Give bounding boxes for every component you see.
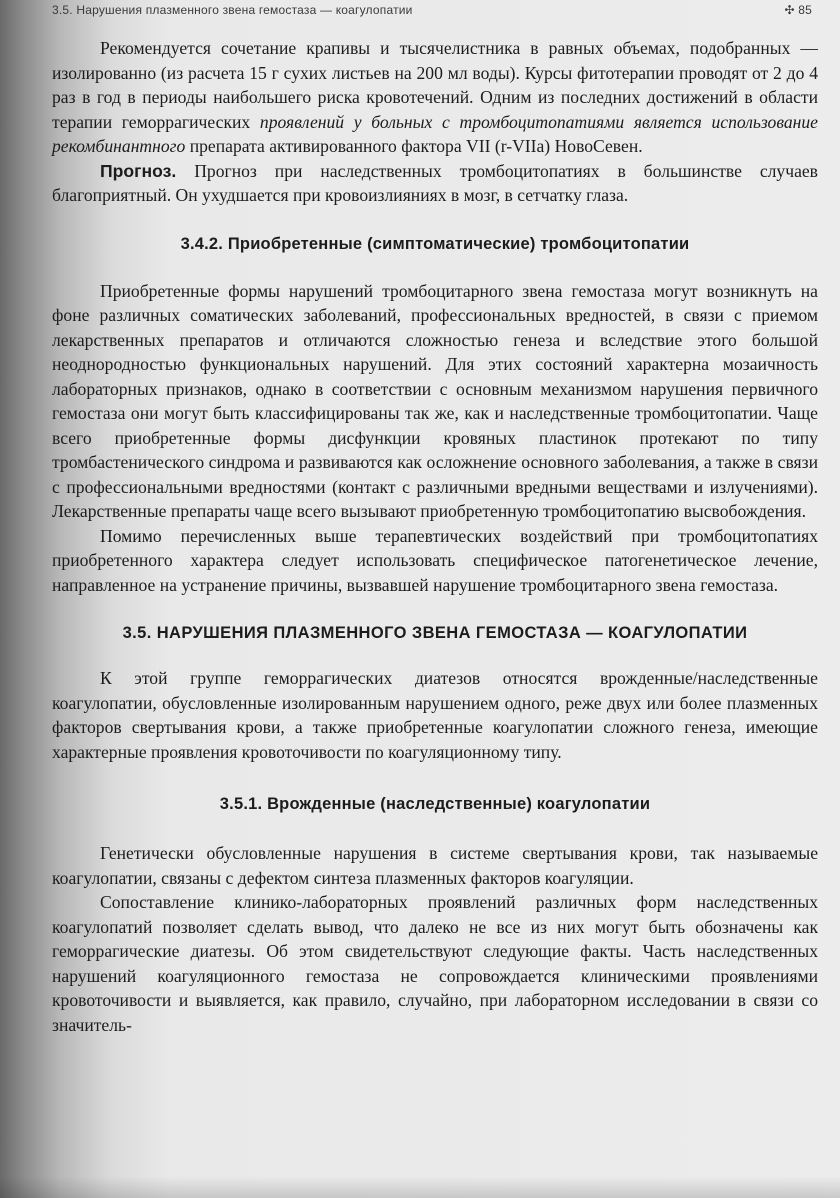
paragraph-italic-part: проявлений у больных с тромбоцитопатиями является использование рекомбинантного [52,111,818,156]
prognosis-text: Прогноз при наследственных тромбоцитопатиях в большинстве случаев благоприятный. Он ухудшается при кровоизлияниях в мозг, в сетчатку глаза. [52,160,818,205]
paragraph-coagulopathy-group: К этой группе геморрагических диатезов относятся врожденные/наследственные коагулопатии, обусловленные изолированным нарушением одного, реже двух или более плазменных факторов свертывания крови, а также приобретенные коагулопатии сложного генеза, имеющие характерные проявления кровоточивости по коагуляционному типу. [52,668,818,762]
prognosis-label: Прогноз. [100,160,177,181]
section-heading-3-5-1: 3.5.1. Врожденные (наследственные) коагулопатии [219,795,651,813]
scan-shadow [0,1176,840,1198]
page-body [52,36,818,1037]
paragraph-comparison: Сопоставление клинико-лабораторных проявлений различных форм наследственных коагулопатий позволяет сделать вывод, что далеко не все из них могут быть обозначены как геморрагические диатезы. Об этом свидетельствуют следующие факты. Часть наследственных нарушений коагуляционного гемостаза не сопровождается клиническими проявлениями кровоточивости и выявляется, как правило, случайно, при лабораторном исследовании в связи со значитель- [52,892,818,1035]
running-head-title: 3.5. Нарушения плазменного звена гемостаза — коагулопатии [52,3,413,17]
paragraph-genetic: Генетически обусловленные нарушения в системе свертывания крови, так называемые коагулопатии, связаны с дефектом синтеза плазменных факторов коагуляции. [52,843,818,888]
paragraph-acquired-forms: Приобретенные формы нарушений тромбоцитарного звена гемостаза могут возникнуть на фоне различных соматических заболеваний, профессиональных вредностей, в связи с приемом лекарственных препаратов и отличаются сложностью генеза и вследствие этого большой неоднородностью функциональных нарушений. Для этих состояний характерна мозаичность лабораторных признаков, однако в соответствии с основным механизмом нарушения первичного гемостаза они могут быть классифицированы так же, как и наследственные тромбоцитопатии. Чаще всего приобретенные формы дисфункции кровяных пластинок протекают по типу тромбастенического синдрома и развиваются как осложнение основного заболевания, а также в связи с профессиональными вредностями (контакт с различными вредными веществами и излучениями). Лекарственные препараты чаще всего вызывают приобретенную тромбоцитопатию высвобождения. [52,280,818,521]
running-head [52,0,812,20]
section-heading-3-4-2: 3.4.2. Приобретенные (симптоматические) тромбоцитопатии [180,234,690,253]
paragraph-prognosis [52,159,818,208]
paragraph-phytotherapy [52,36,818,159]
page-number: ✣ 85 [784,3,812,17]
paragraph-text-part1: Рекомендуется сочетание крапивы и тысячелистника в равных объемах, подобранных — изолированно (из расчета 15 г сухих листьев на 200 мл воды). Курсы фитотерапии проводят от 2 до 4 раз в год в периоды наибольшего риска кровотечений. Одним из последних достижений в области терапии геморрагических [52,38,818,132]
section-heading-3-5: 3.5. НАРУШЕНИЯ ПЛАЗМЕННОГО ЗВЕНА ГЕМОСТАЗА — КОАГУЛОПАТИИ [122,624,748,642]
paragraph-acquired-treatment: Помимо перечисленных выше терапевтических воздействий при тромбоцитопатиях приобретенного характера следует использовать специфическое патогенетическое лечение, направленное на устранение причины, вызвавшей нарушение тромбоцитарного звена гемостаза. [52,525,818,595]
paragraph-text-part2: препарата активированного фактора VII (r-VIIa) НовоСевен. [185,136,643,156]
